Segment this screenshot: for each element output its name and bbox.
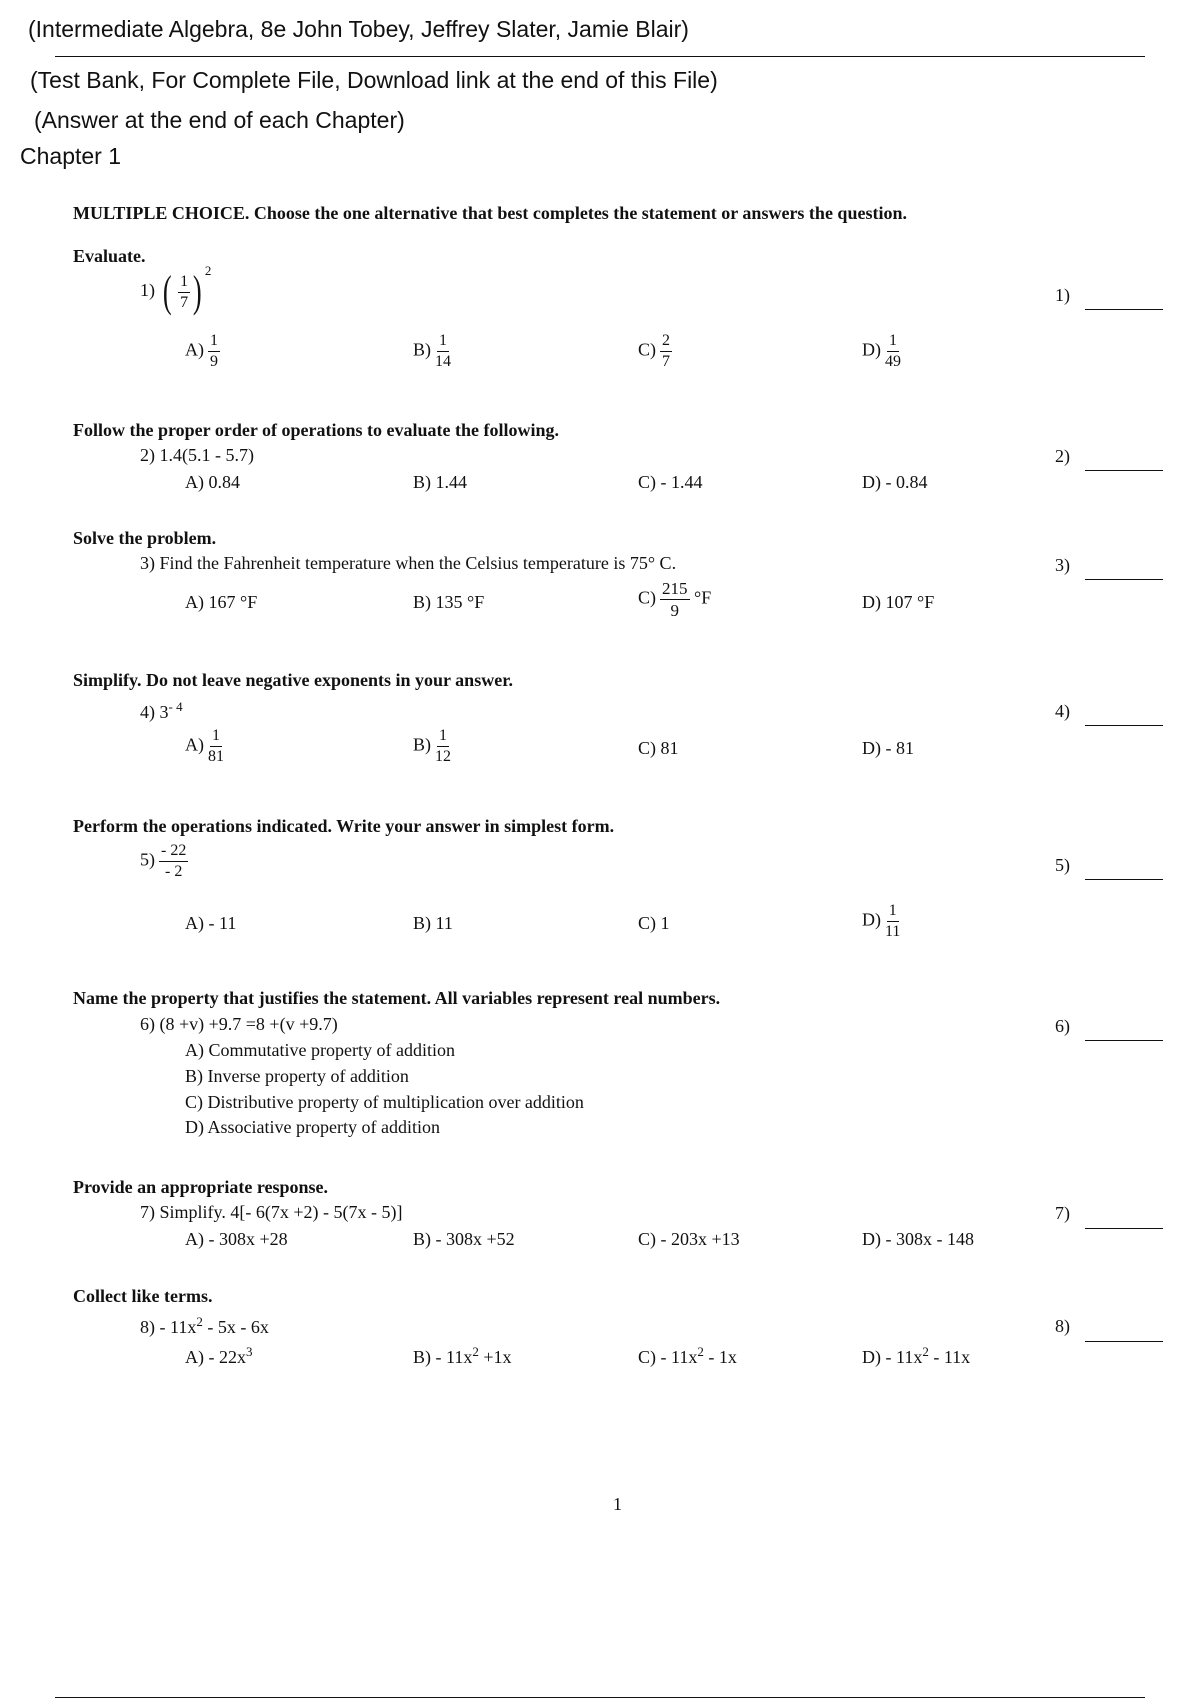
- book-title: (Intermediate Algebra, 8e John Tobey, Jeffrey Slater, Jamie Blair): [28, 16, 689, 42]
- answer-note: (Answer at the end of each Chapter): [34, 107, 405, 133]
- q2-option-d[interactable]: D) - 0.84: [862, 472, 928, 492]
- section-evaluate: Evaluate.: [73, 246, 146, 266]
- q6-option-a[interactable]: A) Commutative property of addition: [185, 1040, 455, 1060]
- page-number: 1: [613, 1494, 622, 1514]
- q3-option-b[interactable]: B) 135 °F: [413, 592, 485, 612]
- answer-number-2: 2): [1055, 446, 1070, 466]
- q4-option-c[interactable]: C) 81: [638, 738, 679, 758]
- q7-option-d[interactable]: D) - 308x - 148: [862, 1229, 974, 1249]
- q7-option-c[interactable]: C) - 203x +13: [638, 1229, 740, 1249]
- question-6: 6) (8 +v) +9.7 =8 +(v +9.7): [140, 1014, 338, 1034]
- q3-option-c[interactable]: C) $\frac{215}{9}$ °F: [638, 579, 712, 620]
- question-1: 1) ( $\frac{1}{7}$ ) $^2$: [140, 263, 212, 316]
- q4-option-b[interactable]: B) $\frac{1}{12}$: [413, 727, 451, 765]
- chapter-title: Chapter 1: [20, 143, 122, 169]
- q6-option-d[interactable]: D) Associative property of addition: [185, 1117, 440, 1137]
- answer-blank-6[interactable]: [1085, 1040, 1163, 1041]
- q1-option-c[interactable]: C) $\frac{2}{7}$: [638, 332, 670, 370]
- section-perform: Perform the operations indicated. Write your answer in simplest form.: [73, 816, 615, 836]
- q2-option-a[interactable]: A) 0.84: [185, 472, 240, 492]
- q6-option-c[interactable]: C) Distributive property of multiplication over addition: [185, 1092, 584, 1112]
- answer-blank-8[interactable]: [1085, 1341, 1163, 1342]
- question-7: 7) Simplify. 4[- 6(7x +2) - 5(7x - 5)]: [140, 1202, 403, 1222]
- section-simplify: Simplify. Do not leave negative exponents in your answer.: [73, 670, 514, 690]
- answer-number-8: 8): [1055, 1316, 1070, 1336]
- answer-blank-2[interactable]: [1085, 470, 1163, 471]
- q7-option-b[interactable]: B) - 308x +52: [413, 1229, 515, 1249]
- q3-option-d[interactable]: D) 107 °F: [862, 592, 935, 612]
- header-divider: [55, 56, 1145, 57]
- q8-option-b[interactable]: $B) - 11x^2 +1x$: [413, 1344, 512, 1367]
- answer-number-5: 5): [1055, 855, 1070, 875]
- section-order-ops: Follow the proper order of operations to evaluate the following.: [73, 420, 559, 440]
- answer-number-1: 1): [1055, 285, 1070, 305]
- question-8: $8) - 11x^2 - 5x - 6x$: [140, 1314, 269, 1337]
- q5-option-c[interactable]: C) 1: [638, 913, 670, 933]
- answer-blank-7[interactable]: [1085, 1228, 1163, 1229]
- answer-blank-5[interactable]: [1085, 879, 1163, 880]
- answer-blank-4[interactable]: [1085, 725, 1163, 726]
- question-4: 4) $3^{- 4}$: [140, 699, 183, 722]
- answer-number-4: 4): [1055, 701, 1070, 721]
- q5-option-d[interactable]: D) $\frac{1}{11}$: [862, 902, 901, 940]
- q6-option-b[interactable]: B) Inverse property of addition: [185, 1066, 409, 1086]
- q4-option-d[interactable]: D) - 81: [862, 738, 914, 758]
- question-3: 3) Find the Fahrenheit temperature when the Celsius temperature is 75° C.: [140, 553, 677, 573]
- answer-number-3: 3): [1055, 555, 1070, 575]
- footer-divider: [55, 1697, 1145, 1698]
- section-property: Name the property that justifies the statement. All variables represent real numbers.: [73, 988, 721, 1008]
- section-solve: Solve the problem.: [73, 528, 217, 548]
- q1-option-b[interactable]: B) $\frac{1}{14}$: [413, 332, 451, 370]
- answer-blank-3[interactable]: [1085, 579, 1163, 580]
- q1-option-a[interactable]: A) $\frac{1}{9}$: [185, 332, 218, 370]
- q8-option-d[interactable]: $D) - 11x^2 - 11x$: [862, 1344, 971, 1367]
- instructions: MULTIPLE CHOICE. Choose the one alternative that best completes the statement or answers the question.: [73, 203, 907, 223]
- q7-option-a[interactable]: A) - 308x +28: [185, 1229, 288, 1249]
- section-collect: Collect like terms.: [73, 1286, 213, 1306]
- q4-option-a[interactable]: A) $\frac{1}{81}$: [185, 727, 224, 765]
- q2-option-b[interactable]: B) 1.44: [413, 472, 467, 492]
- test-bank-note: (Test Bank, For Complete File, Download link at the end of this File): [30, 67, 718, 93]
- q8-option-c[interactable]: $C) - 11x^2 - 1x$: [638, 1344, 737, 1367]
- q2-option-c[interactable]: C) - 1.44: [638, 472, 703, 492]
- question-5: 5) $\frac{- 22}{- 2}$: [140, 842, 187, 880]
- q8-option-a[interactable]: $A) - 22x^3$: [185, 1344, 253, 1367]
- q5-option-b[interactable]: B) 11: [413, 913, 453, 933]
- q1-option-d[interactable]: D) $\frac{1}{49}$: [862, 332, 901, 370]
- answer-blank-1[interactable]: [1085, 309, 1163, 310]
- question-2: 2) 1.4(5.1 - 5.7): [140, 445, 254, 465]
- q3-option-a[interactable]: A) 167 °F: [185, 592, 258, 612]
- q5-option-a[interactable]: A) - 11: [185, 913, 237, 933]
- answer-number-7: 7): [1055, 1203, 1070, 1223]
- section-respond: Provide an appropriate response.: [73, 1177, 329, 1197]
- answer-number-6: 6): [1055, 1016, 1070, 1036]
